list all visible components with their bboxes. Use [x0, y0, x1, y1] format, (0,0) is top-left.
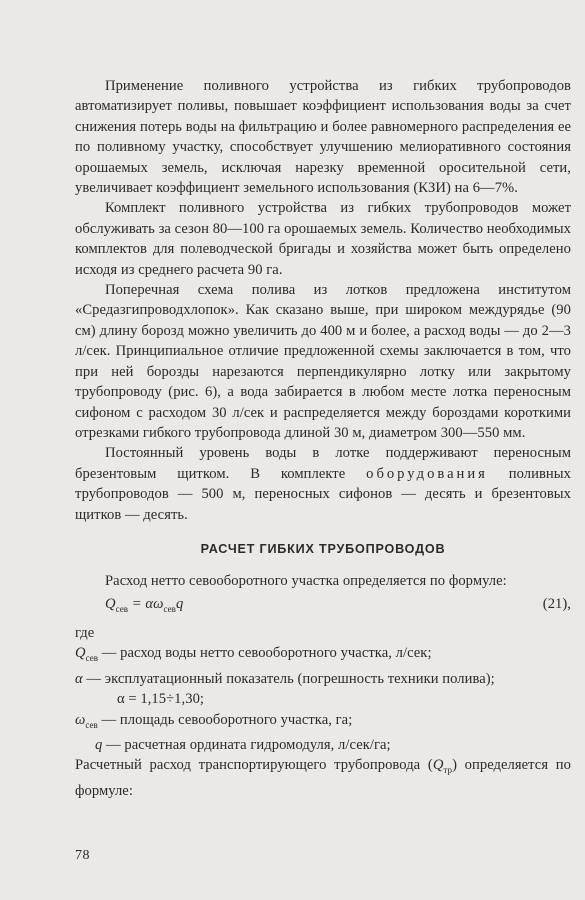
paragraph-2: Комплект поливного устройства из гибких трубопроводов может обслуживать за сезон 80—100 га орошаемых земель. Количество необходимых комплектов для полеводческой бригады и хозяйства может быть определено исходя из среднего расчета 90 га.	[75, 200, 571, 278]
calc-intro: Расход нетто севооборотного участка определяется по формуле:	[105, 573, 507, 590]
definition-omega: $\omega_{сев}$ — площадь севооборотного участка, га;	[75, 711, 353, 730]
definition-q-sev: $Q_{сев}$ — расход воды нетто севооборотного участка, л/сек;	[75, 645, 432, 664]
paragraph-4-end: поливных трубопроводов — 500 м, переносных сифонов — десять и брезентовых щитков — десять.	[75, 465, 571, 523]
final-statement: Расчетный расход транспортирующего трубопровода $(Q_{тр})$ определяется по формуле:	[75, 757, 571, 799]
alpha-range: α = 1,15÷1,30;	[117, 691, 205, 708]
definition-alpha: α — эксплуатационный показатель (погрешность техники полива);	[75, 670, 495, 687]
body-text	[75, 76, 571, 801]
paragraph-4	[75, 443, 571, 525]
equation-number: (21),	[542, 595, 571, 612]
formula-expression: $Q_{сев} = \alpha\omega_{сев}q$	[105, 595, 184, 614]
paragraph-1: Применение поливного устройства из гибких трубопроводов автоматизирует поливы, повышает коэффициент использования воды за счет снижения потерь воды на фильтрацию и более равномерного распределения ее по поливному участку, способствует улучшению мелиоративного состояния орошаемых земель, исключая нарезку временной оросительной сети, увеличивает коэффициент земельного использования (КЗИ) на 6—7%.	[75, 78, 571, 197]
page-number: 78	[75, 848, 90, 863]
paragraph-4-start: Постоянный уровень воды в лотке поддерживают переносным брезентовым щитком. В комплекте	[75, 445, 571, 482]
paragraph-3: Поперечная схема полива из лотков предложена институтом «Средазгипроводхлопок». Как сказано выше, при широком междурядье (90 см) длину борозд можно увеличить до 400 м и более, а расход воды — до 2—3 л/сек. Принципиальное отличие предложенной схемы заключается в том, что при ней борозды нарезаются перпендикулярно лотку или закрытому трубопроводу (рис. 6), а вода забирается в любом месте лотка переносным сифоном с расходом 30 л/сек и распределяется между бороздами короткими отрезками гибкого трубопровода длиной 30 м, диаметром 300—550 мм.	[75, 282, 571, 441]
where-label: где	[75, 625, 95, 642]
formula-21	[75, 594, 571, 619]
definition-q: q — расчетная ордината гидромодуля, л/сек/га;	[95, 736, 391, 753]
section-heading: РАСЧЕТ ГИБКИХ ТРУБОПРОВОДОВ	[200, 541, 446, 556]
spaced-word: оборудования	[366, 465, 488, 482]
